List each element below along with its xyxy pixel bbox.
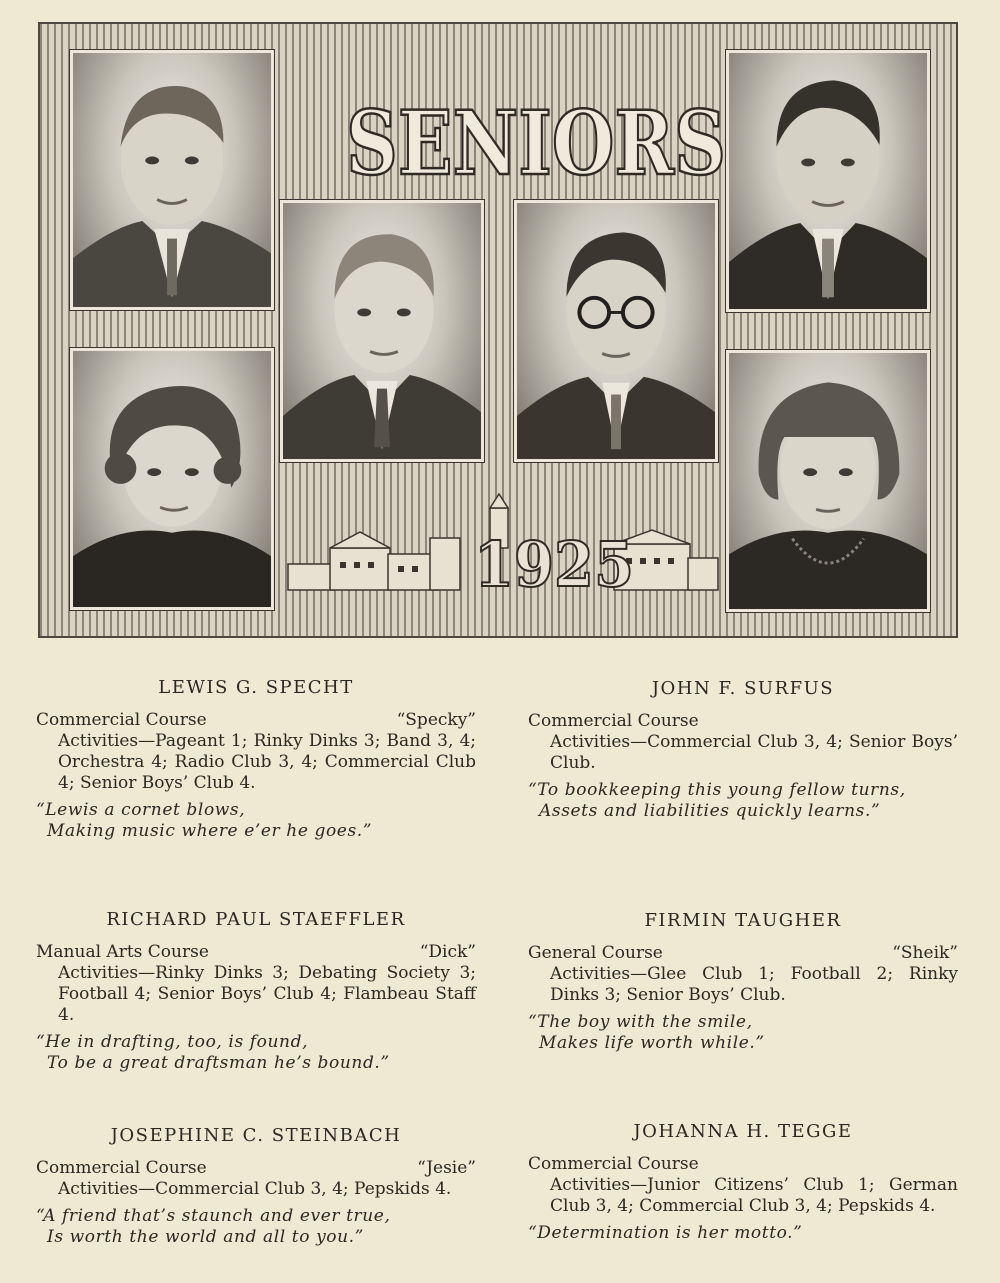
activities: Activities—Commercial Club 3, 4; Pepskids 4. [58, 1179, 452, 1199]
quote-line-1: “He in drafting, too, is found, [36, 1032, 309, 1052]
senior-name: JOSEPHINE C. STEINBACH [110, 1125, 402, 1146]
course-line [528, 943, 958, 964]
senior-entry-richard-staeffler [36, 909, 476, 1074]
course: Commercial Course [528, 1154, 699, 1174]
portrait-josephine-steinbach [70, 348, 274, 610]
activities: Activities—Pageant 1; Rinky Dinks 3; Band 3, 4; Orchestra 4; Radio Club 3, 4; Commercial Club 4; Senior Boys’ Club 4. [58, 731, 476, 793]
year-buildings-illustration [284, 482, 724, 612]
course-line [36, 942, 476, 963]
quote-line-1: “Lewis a cornet blows, [36, 800, 246, 820]
quote-line-2: Assets and liabilities quickly learns.” [539, 801, 881, 821]
portrait-lewis-specht [70, 50, 274, 310]
senior-name: FIRMIN TAUGHER [644, 910, 842, 931]
activities: Activities—Junior Citizens’ Club 1; German Club 3, 4; Commercial Club 3, 4; Pepskids 4. [550, 1175, 958, 1216]
portrait-john-surfus [726, 50, 930, 312]
course-line [36, 710, 476, 731]
portrait-richard-staeffler [280, 200, 484, 462]
course-line [528, 1154, 958, 1175]
quote-line-1: “Determination is her motto.” [528, 1223, 803, 1243]
senior-entry-lewis-specht [36, 677, 476, 842]
nickname: “Sheik” [892, 943, 958, 963]
senior-name: LEWIS G. SPECHT [158, 677, 354, 698]
quote-line-2: Makes life worth while.” [539, 1033, 765, 1053]
senior-name: RICHARD PAUL STAEFFLER [106, 909, 406, 930]
course: Commercial Course [36, 1158, 207, 1178]
seniors-title-text: SENIORS [346, 91, 726, 195]
quote-line-1: “To bookkeeping this young fellow turns, [528, 780, 906, 800]
senior-entry-john-surfus [528, 678, 958, 822]
quote-line-2: Making music where e’er he goes.” [47, 821, 373, 841]
course-line [36, 1158, 476, 1179]
nickname: “Jesie” [417, 1158, 476, 1178]
seniors-photo-plate [38, 22, 958, 638]
course: Commercial Course [528, 711, 699, 731]
course-line [528, 711, 958, 732]
senior-entry-josephine-steinbach [36, 1125, 476, 1248]
quote-line-2: To be a great draftsman he’s bound.” [47, 1053, 390, 1073]
quote [36, 1206, 476, 1248]
course: General Course [528, 943, 663, 963]
portrait-firmin-taugher [514, 200, 718, 462]
quote [528, 780, 958, 822]
quote [528, 1223, 958, 1244]
senior-name: JOHN F. SURFUS [651, 678, 835, 699]
course: Commercial Course [36, 710, 207, 730]
quote [528, 1012, 958, 1054]
course: Manual Arts Course [36, 942, 209, 962]
activities: Activities—Glee Club 1; Football 2; Rinky Dinks 3; Senior Boys’ Club. [550, 964, 958, 1005]
quote-line-2: Is worth the world and all to you.” [47, 1227, 364, 1247]
senior-name: JOHANNA H. TEGGE [633, 1121, 853, 1142]
nickname: “Dick” [419, 942, 476, 962]
quote [36, 800, 476, 842]
seniors-title [340, 74, 732, 194]
year-text: 1925 [474, 528, 634, 601]
activities: Activities—Rinky Dinks 3; Debating Society 3; Football 4; Senior Boys’ Club 4; Flambeau Staff 4. [58, 963, 476, 1025]
senior-entry-firmin-taugher [528, 910, 958, 1054]
senior-entry-johanna-tegge [528, 1121, 958, 1244]
nickname: “Specky” [396, 710, 476, 730]
quote-line-1: “A friend that’s staunch and ever true, [36, 1206, 391, 1226]
activities: Activities—Commercial Club 3, 4; Senior Boys’ Club. [550, 732, 958, 773]
portrait-johanna-tegge [726, 350, 930, 612]
quote-line-1: “The boy with the smile, [528, 1012, 753, 1032]
quote [36, 1032, 476, 1074]
